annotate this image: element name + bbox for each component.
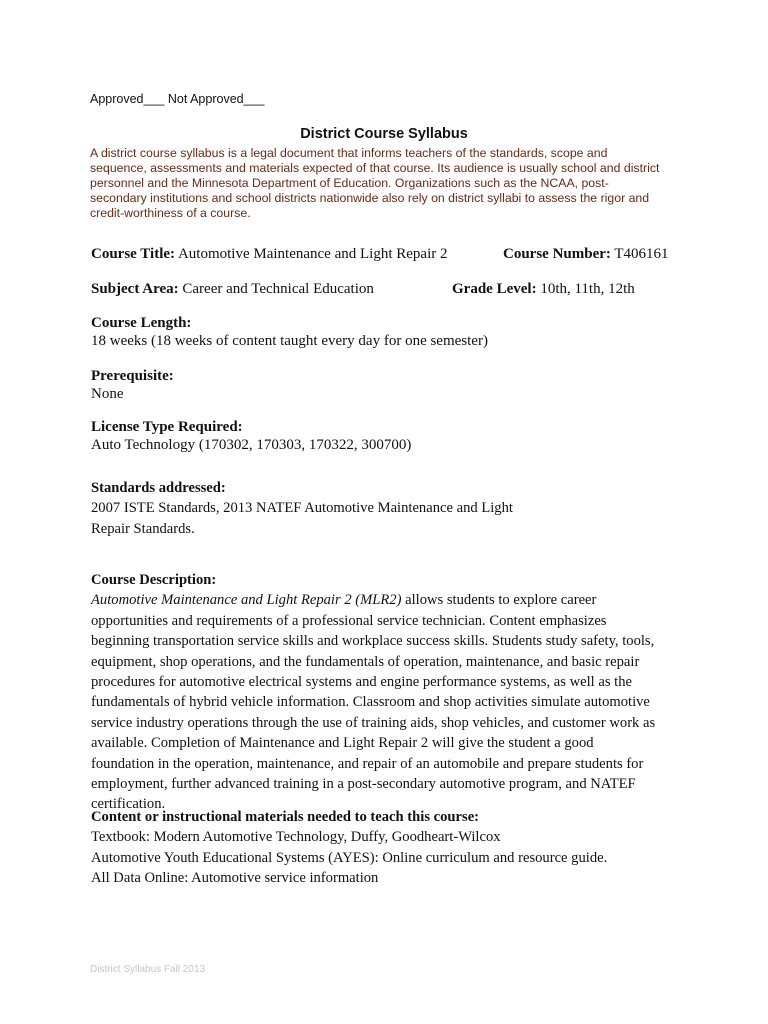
course-title-value: Automotive Maintenance and Light Repair 2 (177, 246, 448, 262)
grade-level-value: 10th, 11th, 12th (540, 281, 635, 297)
page-footer: District Syllabus Fall 2013 (90, 964, 206, 975)
course-number-field (503, 245, 669, 263)
approval-status (90, 92, 264, 106)
materials-line: Automotive Youth Educational Systems (AYES): Online curriculum and resource guide. (91, 849, 608, 866)
standards-line: Repair Standards. (91, 520, 195, 537)
intro-line: credit-worthiness of a course. (90, 206, 251, 220)
description-line: fundamentals of hybrid vehicle information. Classroom and shop activities simulate automotive (91, 694, 650, 711)
intro-line: sequence, assessments and materials expected of that course. Its audience is usually school and district (90, 161, 660, 175)
approved-marker: Approved___ (90, 92, 165, 106)
prerequisite-section (91, 367, 174, 403)
document-title: District Course Syllabus (300, 126, 468, 142)
materials-line: All Data Online: Automotive service information (91, 870, 379, 887)
materials-section (91, 807, 691, 889)
license-section (91, 418, 411, 454)
course-name-italic: Automotive Maintenance and Light Repair 2 (MLR2) (91, 592, 402, 609)
course-title-label: Course Title: (91, 246, 176, 262)
standards-line: 2007 ISTE Standards, 2013 NATEF Automotive Maintenance and Light (91, 500, 513, 517)
license-value: Auto Technology (170302, 170303, 170322, 300700) (91, 437, 412, 453)
description-line: employment, further advanced training in a post-secondary automotive program, and NATEF (91, 776, 636, 793)
subject-area-value: Career and Technical Education (182, 281, 374, 297)
description-line: opportunities and requirements of a professional service technician. Content emphasizes (91, 612, 607, 629)
course-title-field (91, 245, 447, 263)
grade-level-field (452, 280, 635, 298)
materials-line: Textbook: Modern Automotive Technology, Duffy, Goodheart-Wilcox (91, 829, 501, 846)
intro-paragraph (90, 146, 690, 221)
not-approved-marker: Not Approved___ (167, 92, 265, 106)
course-length-section (91, 314, 488, 350)
intro-line: secondary institutions and school districts nationwide also rely on district syllabi to assess the rigor and (90, 191, 650, 205)
course-length-value: 18 weeks (18 weeks of content taught every day for one semester) (91, 333, 488, 349)
course-number-label: Course Number: (503, 246, 611, 262)
description-first-line-rest: allows students to explore career (401, 592, 597, 609)
description-line: procedures for automotive electrical systems and engine performance systems, as well as the (91, 674, 632, 691)
prerequisite-label: Prerequisite: (91, 368, 174, 384)
description-line: beginning transportation service skills and workplace success skills. Students study safety, tools, (91, 633, 655, 650)
license-label: License Type Required: (91, 419, 243, 435)
standards-label: Standards addressed: (91, 480, 226, 496)
description-line: foundation in the operation, maintenance, and repair of an automobile and prepare students for (91, 755, 644, 772)
course-length-label: Course Length: (91, 315, 192, 331)
description-line: service industry operations through the use of training aids, shop vehicles, and customer work as (91, 714, 656, 731)
description-line: equipment, shop operations, and the fundamentals of operation, maintenance, and basic repair (91, 653, 640, 670)
subject-area-field (91, 280, 374, 298)
intro-line: A district course syllabus is a legal document that informs teachers of the standards, scope and (90, 146, 608, 160)
grade-level-label: Grade Level: (452, 281, 537, 297)
subject-area-label: Subject Area: (91, 281, 179, 297)
materials-label: Content or instructional materials needed to teach this course: (91, 809, 480, 825)
intro-line: personnel and the Minnesota Department of Education. Organizations such as the NCAA, post- (90, 176, 609, 190)
course-number-value: T406161 (614, 246, 669, 262)
standards-section (91, 478, 691, 539)
description-line: certification. (91, 796, 166, 813)
description-line: available. Completion of Maintenance and Light Repair 2 will give the student a good (91, 735, 594, 752)
course-description-label: Course Description: (91, 572, 217, 588)
description-first-line (91, 590, 691, 610)
course-description-section (91, 570, 691, 815)
prerequisite-value: None (91, 386, 124, 402)
